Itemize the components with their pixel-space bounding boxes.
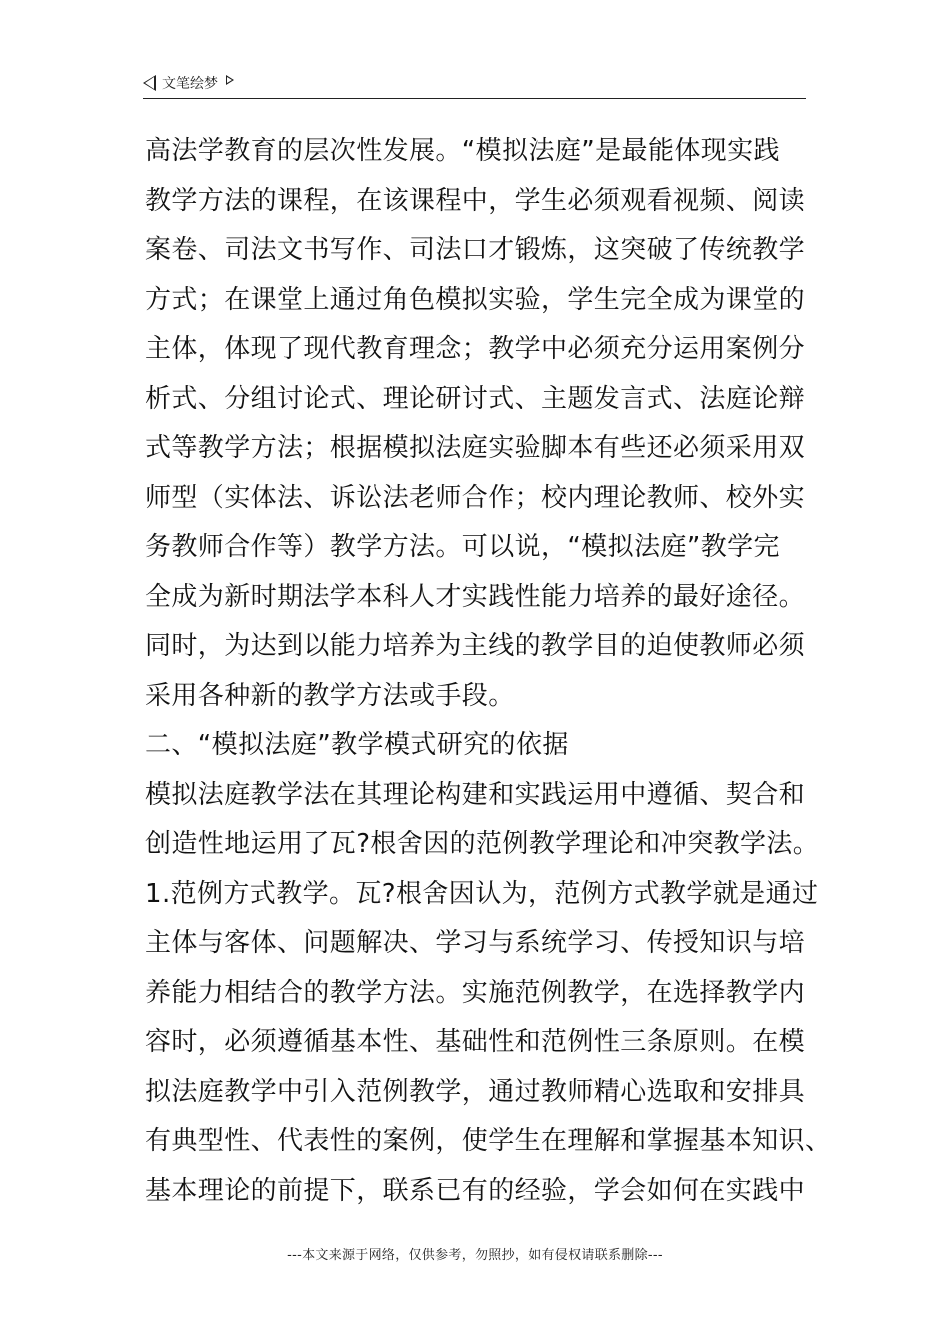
text-line: 容时，必须遵循基本性、基础性和范例性三条原则。在模 (145, 1027, 806, 1057)
text-line: 高法学教育的层次性发展。“模拟法庭”是最能体现实践 (145, 136, 780, 166)
text-line: 析式、分组讨论式、理论研讨式、主题发言式、法庭论辩 (145, 383, 806, 414)
section-heading: 二、“模拟法庭”教学模式研究的依据 (145, 730, 569, 760)
text-line: 主体，体现了现代教育理念；教学中必须充分运用案例分 (145, 334, 806, 364)
text-line: 1.范例方式教学。瓦?根舍因认为，范例方式教学就是通过 (145, 878, 819, 909)
text-line: 同时，为达到以能力培养为主线的教学目的迫使教师必须 (145, 631, 806, 661)
text-line: 案卷、司法文书写作、司法口才锻炼，这突破了传统教学 (145, 235, 806, 265)
footer-notice: ---本文来源于网络，仅供参考，勿照抄，如有侵权请联系删除--- (287, 1248, 663, 1263)
left-triangle-icon (143, 75, 156, 91)
header-brand (143, 73, 234, 93)
text-line: 创造性地运用了瓦?根舍因的范例教学理论和冲突教学法。 (145, 829, 820, 859)
text-line: 教学方法的课程，在该课程中，学生必须观看视频、阅读 (145, 185, 806, 216)
text-line: 全成为新时期法学本科人才实践性能力培养的最好途径。 (145, 581, 806, 612)
right-triangle-icon (226, 75, 234, 85)
text-line: 采用各种新的教学方法或手段。 (145, 680, 515, 711)
text-line: 式等教学方法；根据模拟法庭实验脚本有些还必须采用双 (145, 433, 806, 463)
text-line: 养能力相结合的教学方法。实施范例教学，在选择教学内 (145, 977, 806, 1008)
text-line: 师型（实体法、诉讼法老师合作；校内理论教师、校外实 (145, 482, 806, 513)
text-line: 基本理论的前提下，联系已有的经验，学会如何在实践中 (145, 1175, 806, 1206)
page-header (143, 70, 806, 99)
text-line: 主体与客体、问题解决、学习与系统学习、传授知识与培 (145, 928, 806, 958)
text-line: 拟法庭教学中引入范例教学，通过教师精心选取和安排具 (145, 1076, 806, 1107)
text-line: 方式；在课堂上通过角色模拟实验，学生完全成为课堂的 (145, 284, 806, 315)
document-body (145, 127, 832, 1216)
text-line: 模拟法庭教学法在其理论构建和实践运用中遵循、契合和 (145, 779, 806, 810)
brand-text: 文笔绘梦 (162, 76, 218, 92)
text-line: 务教师合作等）教学方法。可以说，“模拟法庭”教学完 (145, 532, 780, 562)
text-line: 有典型性、代表性的案例，使学生在理解和掌握基本知识、 (145, 1126, 832, 1156)
